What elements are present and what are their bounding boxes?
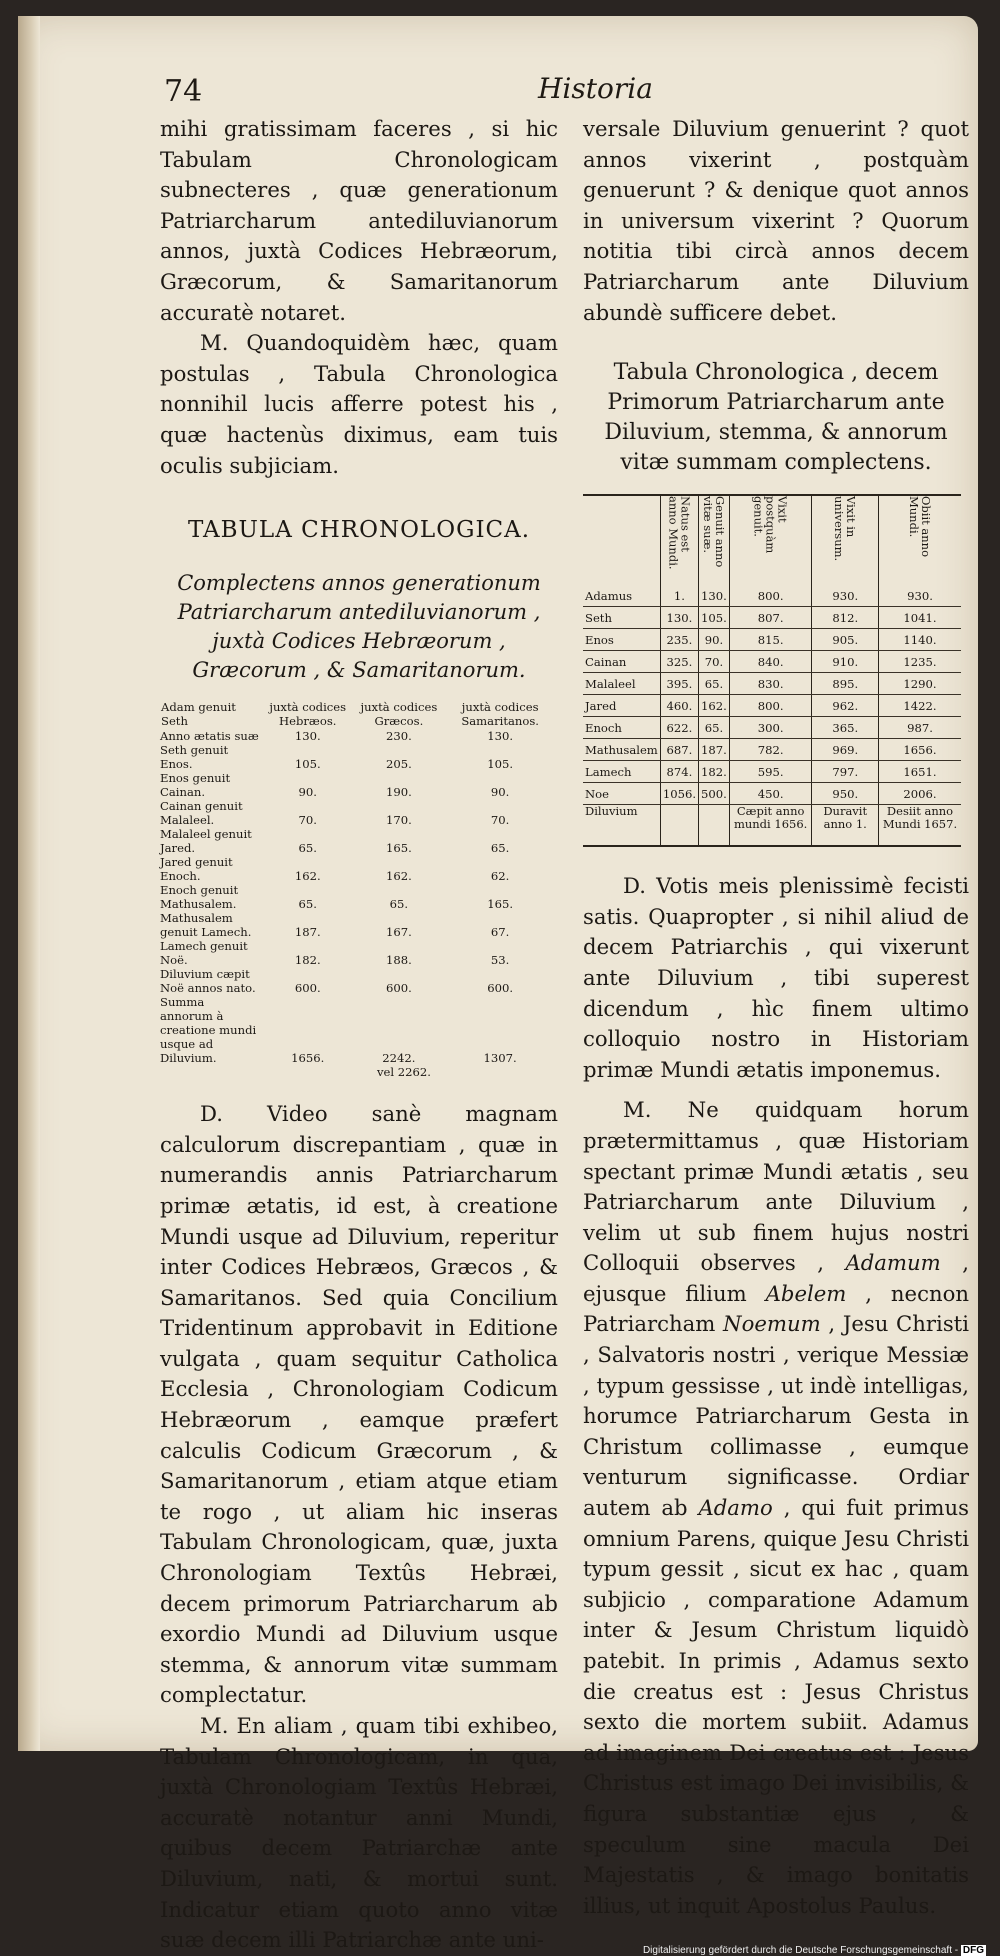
- diluvium-began: Cæpit anno mundi 1656.: [729, 805, 812, 847]
- born-year: 235.: [660, 629, 698, 651]
- header-lived-after-label: Vixit postquàm genuit.: [751, 496, 790, 554]
- lived-total: 950.: [812, 783, 879, 805]
- patriarch-row: [583, 717, 961, 739]
- greek-value: 165.: [385, 841, 412, 856]
- patriarch-row: [583, 695, 961, 717]
- patriarch-name: Enos: [583, 629, 660, 651]
- generation-row: [160, 827, 558, 855]
- hebrew-value: 162.: [294, 869, 321, 884]
- diluvium-blank-2: [699, 805, 730, 847]
- header-name-blank: [583, 495, 660, 585]
- hebrew-value: 65.: [298, 897, 317, 912]
- generation-row: [160, 799, 558, 827]
- begot-age: 162.: [699, 695, 730, 717]
- hebrew-value: 187.: [294, 925, 321, 940]
- header-born: [660, 495, 698, 585]
- row-label: Lamech genuit Noë.: [160, 939, 248, 968]
- born-year: 395.: [660, 673, 698, 695]
- p3-start: M. Ne quidquam horum prætermittamus , quæ Historiam spectant primæ Mundi ætatis , seu Patriarcharum ante Diluvium , velim ut sub finem hujus nostri Colloquii observes ,: [583, 1097, 969, 1276]
- born-year: 622.: [660, 717, 698, 739]
- died-year: 1041.: [879, 607, 962, 629]
- born-year: 1.: [660, 585, 698, 607]
- died-year: 2006.: [879, 783, 962, 805]
- patriarch-row: [583, 761, 961, 783]
- samaritan-value: 65.: [490, 841, 510, 856]
- generation-row: [160, 771, 558, 799]
- header-lived-after: [729, 495, 812, 585]
- row-label: Enoch genuit Mathusalem.: [160, 883, 239, 912]
- generations-table-body: [160, 729, 558, 1065]
- greek-value: 600.: [385, 981, 412, 996]
- samaritan-value: 600.: [487, 981, 514, 996]
- begot-age: 70.: [699, 651, 730, 673]
- right-paragraph-2: D. Votis meis plenissimè fecisti satis. Quapropter , si nihil aliud de decem Patriarchis , qui vixerunt ante Diluvium , tibi superest dicendum , hìc finem ultimo colloquio nostro in Historiam primæ Mundi ætatis imponemus.: [583, 873, 969, 1082]
- lived-after: 840.: [729, 651, 812, 673]
- begot-age: 65.: [699, 673, 730, 695]
- row-label: Malaleel genuit Jared.: [160, 827, 252, 856]
- digitization-footer: [643, 1945, 986, 1956]
- patriarch-name: Jared: [583, 695, 660, 717]
- died-year: 1651.: [879, 761, 962, 783]
- diluvium-row: [583, 805, 961, 847]
- table-subheading: Complectens annos generationum Patriarcharum antediluvianorum , juxtà Codices Hebræorum , Græcorum , & Samaritanorum.: [177, 571, 541, 683]
- generation-row: [160, 855, 558, 883]
- greek-value: 65.: [389, 897, 409, 912]
- p3-e: , qui fuit primus omnium Parens, quique Jesu Christi typum gessit , sicut ex hac , quam subjicio , comparatione Adamum inter & Jesum Christum liquidò patebit. In primis , Adamus sexto die creatus est : Jesus Christus sexto die mortem subiit. Adamus ad imaginem Dei creatus est : Jesus Christus est imago Dei invisibilis, & figura substantiæ ejus , & speculum sine macula Dei Majestatis , & imago bonitatis illius, ut inquit Apostolus Paulus.: [583, 1495, 970, 1918]
- samaritan-value: 70.: [490, 813, 510, 828]
- greek-value: 167.: [385, 925, 412, 940]
- book-spine-shadow: [18, 16, 40, 1751]
- patriarch-name: Adamus: [583, 585, 660, 607]
- hebrew-value: 130.: [294, 729, 321, 744]
- begot-age: 105.: [699, 607, 730, 629]
- left-column: [160, 114, 558, 1956]
- begot-age: 187.: [699, 739, 730, 761]
- page-number: 74: [164, 74, 203, 109]
- patriarch-name: Malaleel: [583, 673, 660, 695]
- begot-age: 500.: [699, 783, 730, 805]
- header-died: [879, 495, 962, 585]
- patriarch-name: Lamech: [583, 761, 660, 783]
- right-paragraph-3: [583, 1095, 969, 1921]
- header-greek: juxtà codices Græcos.: [360, 700, 438, 729]
- left-paragraph-3: D. Video sanè magnam calculorum discrepantiam , quæ in numerandis annis Patriarcharum primæ ætatis, id est, à creatione Mundi usque ad Diluvium, reperitur inter Codices Hebræos, Græcos , & Samaritanos. Sed quia Concilium Tridentinum approbavit in Editione vulgata , quam sequitur Catholica Ecclesia , Chronologiam Codicum Hebræorum , eamque præfert calculis Codicum Græcorum , & Samaritanorum , etiam atque etiam te rogo , ut aliam hic inseras Tabulam Chronologicam, quæ, juxta Chronologiam Textûs Hebræi, decem primorum Patriarcharum ab exordio Mundi ad Diluvium usque stemma, & annorum vitæ summam complectatur.: [160, 1101, 558, 1708]
- died-year: 1140.: [879, 629, 962, 651]
- samaritan-value: 67.: [490, 925, 510, 940]
- died-year: 1422.: [879, 695, 962, 717]
- left-paragraph-2: M. Quandoquidèm hæc, quam postulas , Tabula Chronologica nonnihil lucis afferre potest his , quæ hactenùs diximus, eam tuis oculis subjiciam.: [160, 330, 558, 478]
- lived-total: 365.: [812, 717, 879, 739]
- name-adamo: Adamo: [698, 1495, 773, 1521]
- generation-row: [160, 911, 558, 939]
- samaritan-value: 105.: [487, 757, 514, 772]
- p3-d: , Jesu Christi , Salvatoris nostri , verique Messiæ , typum gessisse , ut indè intelligas, horumce Patriarcharum Gesta in Christum collimasse , eumque venturum significasse. Ordiar autem ab: [583, 1311, 969, 1521]
- lived-total: 962.: [812, 695, 879, 717]
- patriarch-row: [583, 651, 961, 673]
- died-year: 1235.: [879, 651, 962, 673]
- patriarchs-header-row: [583, 495, 961, 585]
- patriarch-name: Mathusalem: [583, 739, 660, 761]
- patriarch-row: [583, 739, 961, 761]
- lived-after: 782.: [729, 739, 812, 761]
- born-year: 130.: [660, 607, 698, 629]
- lived-total: 905.: [812, 629, 879, 651]
- samaritan-value: 1307.: [483, 1051, 517, 1066]
- patriarch-row: [583, 629, 961, 651]
- header-hebrew: juxtà codices Hebræos.: [269, 700, 347, 729]
- name-adamum: Adamum: [845, 1250, 941, 1276]
- lived-after: 300.: [729, 717, 812, 739]
- row-label: Mathusalem genuit Lamech.: [160, 911, 252, 940]
- patriarchs-table: [583, 494, 961, 847]
- diluvium-lasted: Duravit anno 1.: [812, 805, 879, 847]
- born-year: 1056.: [660, 783, 698, 805]
- header-begot: [699, 495, 730, 585]
- died-year: 1290.: [879, 673, 962, 695]
- begot-age: 182.: [699, 761, 730, 783]
- greek-value: 205.: [385, 757, 412, 772]
- begot-age: 65.: [699, 717, 730, 739]
- patriarchs-table-body: [583, 585, 961, 805]
- begot-age: 90.: [699, 629, 730, 651]
- samaritan-value: 62.: [490, 869, 510, 884]
- generation-row: [160, 939, 558, 967]
- born-year: 874.: [660, 761, 698, 783]
- table-heading: TABULA CHRONOLOGICA.: [187, 517, 531, 544]
- hebrew-value: 182.: [294, 953, 321, 968]
- patriarch-row: [583, 607, 961, 629]
- generation-row: [160, 967, 558, 995]
- greek-value: 162.: [385, 869, 412, 884]
- row-label: Enos genuit Cainan.: [160, 771, 231, 800]
- header-label: Adam genuit Seth: [161, 700, 236, 729]
- lived-after: 595.: [729, 761, 812, 783]
- row-label: Cainan genuit Malaleel.: [160, 799, 243, 828]
- diluvium-ended: Desiit anno Mundi 1657.: [879, 805, 962, 847]
- patriarch-row: [583, 585, 961, 607]
- hebrew-value: 1656.: [291, 1051, 325, 1066]
- patriarch-name: Seth: [583, 607, 660, 629]
- patriarch-row: [583, 783, 961, 805]
- lived-total: 895.: [812, 673, 879, 695]
- left-paragraph-1: mihi gratissimam faceres , si hic Tabulam Chronologicam subnecteres , quæ generationum Patriarcharum antediluvianorum annos, juxtà Codices Hebræorum, Græcorum, & Samaritanorum accuratè notaret.: [160, 116, 558, 325]
- lived-total: 969.: [812, 739, 879, 761]
- p3-b: , ejusque filium: [583, 1250, 969, 1306]
- born-year: 325.: [660, 651, 698, 673]
- greek-value: 230.: [385, 729, 412, 744]
- header-samaritan: juxtà codices Samaritanos.: [461, 700, 539, 729]
- row-label: Jared genuit Enoch.: [160, 855, 233, 884]
- samaritan-value: 90.: [490, 785, 510, 800]
- lived-total: 910.: [812, 651, 879, 673]
- row-label: Anno ætatis suæ: [160, 729, 259, 744]
- lived-after: 800.: [729, 585, 812, 607]
- greek-value: 2242.: [382, 1051, 416, 1066]
- generation-row: [160, 995, 558, 1065]
- samaritan-value: 53.: [490, 953, 510, 968]
- diluvium-blank-1: [660, 805, 698, 847]
- lived-after: 815.: [729, 629, 812, 651]
- hebrew-value: 105.: [294, 757, 321, 772]
- right-paragraph-1: versale Diluvium genuerint ? quot annos vixerint , postquàm genuerunt ? & denique quot annos in universum vixerint ? Quorum notitia tibi circà annos decem Patriarcharum ante Diluvium abundè sufficere debet.: [583, 116, 969, 325]
- header-born-label: Natus est anno Mundi.: [666, 496, 693, 570]
- greek-value: 190.: [385, 785, 412, 800]
- alt-greek-sum: vel 2262.: [377, 1065, 431, 1080]
- patriarch-name: Enoch: [583, 717, 660, 739]
- hebrew-value: 600.: [294, 981, 321, 996]
- samaritan-value: 130.: [487, 729, 514, 744]
- patriarch-name: Cainan: [583, 651, 660, 673]
- hebrew-value: 70.: [298, 813, 317, 828]
- footer-text: Digitalisierung gefördert durch die Deutsche Forschungsgemeinschaft -: [642, 1945, 959, 1956]
- row-label: Summa annorum à creatione mundi usque ad Diluvium.: [160, 995, 257, 1066]
- p3-c: , necnon Patriarcham: [583, 1280, 969, 1337]
- row-label: Seth genuit Enos.: [160, 743, 229, 772]
- header-died-label: Obiit anno Mundi.: [907, 496, 933, 558]
- begot-age: 130.: [699, 585, 730, 607]
- generations-table: [160, 699, 558, 1065]
- row-label: Diluvium cæpit Noë annos nato.: [160, 967, 256, 996]
- greek-value: 170.: [385, 813, 412, 828]
- hebrew-value: 90.: [298, 785, 317, 800]
- hebrew-value: 65.: [298, 841, 317, 856]
- dfg-logo: DFG: [962, 1945, 984, 1956]
- samaritan-value: 165.: [487, 897, 514, 912]
- lived-after: 830.: [729, 673, 812, 695]
- second-table-title: Tabula Chronologica , decem Primorum Patriarcharum ante Diluvium, stemma, & annorum vitæ summam complectens.: [604, 360, 948, 476]
- patriarch-name: Noe: [583, 783, 660, 805]
- died-year: 930.: [879, 585, 962, 607]
- name-abelem: Abelem: [765, 1280, 847, 1306]
- died-year: 1656.: [879, 739, 962, 761]
- right-column: [583, 114, 969, 1921]
- header-lived-total: [812, 495, 879, 585]
- generation-row: [160, 729, 558, 743]
- generation-row: [160, 883, 558, 911]
- born-year: 687.: [660, 739, 698, 761]
- lived-after: 800.: [729, 695, 812, 717]
- died-year: 987.: [879, 717, 962, 739]
- lived-total: 797.: [812, 761, 879, 783]
- lived-after: 450.: [729, 783, 812, 805]
- lived-after: 807.: [729, 607, 812, 629]
- diluvium-name: Diluvium: [585, 804, 638, 819]
- born-year: 460.: [660, 695, 698, 717]
- header-begot-label: Genuit anno vitæ suæ.: [700, 496, 727, 568]
- lived-total: 930.: [812, 585, 879, 607]
- generation-row: [160, 743, 558, 771]
- greek-value: 188.: [385, 953, 412, 968]
- name-noemum: Noemum: [723, 1311, 821, 1337]
- patriarch-row: [583, 673, 961, 695]
- running-head: Historia: [538, 72, 653, 105]
- table-header-row: [160, 699, 558, 729]
- header-lived-total-label: Vixit in universum.: [832, 496, 859, 562]
- lived-total: 812.: [812, 607, 879, 629]
- left-paragraph-4: M. En aliam , quam tibi exhibeo, Tabulam Chronologicam, in qua, juxtà Chronologiam Textûs Hebræi, accuratè notantur anni Mundi, quibus decem Patriarchæ ante Diluvium, nati, & mortui sunt. Indicatur etiam quoto anno vitæ suæ decem illi Patriarchæ ante uni-: [160, 1713, 558, 1953]
